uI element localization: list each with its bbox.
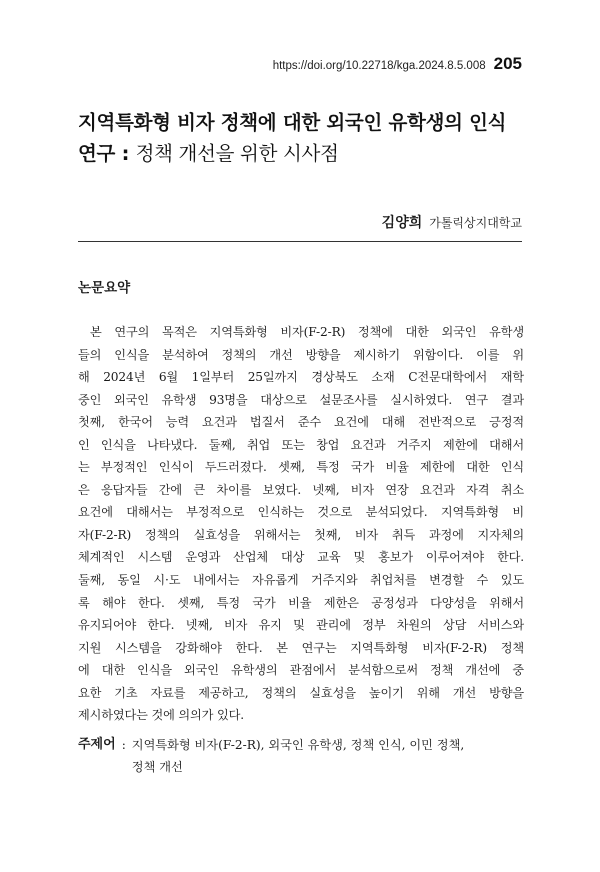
- abstract-line: 본 연구의 목적은 지역특화형 비자(F-2-R) 정책에 대한 외국인 유학생: [90, 325, 524, 339]
- keywords-line: 지역특화형 비자(F-2-R), 외국인 유학생, 정책 인식, 이민 정책,: [131, 738, 465, 752]
- abstract-line: 지원 시스템을 강화해야 한다. 본 연구는 지역특화형 비자(F-2-R) 정책: [78, 640, 524, 655]
- abstract-line: 에 대한 인식을 외국인 유학생의 관점에서 분석함으로써 정책 개선에 중: [78, 663, 524, 678]
- title-line-1: 지역특화형 비자 정책에 대한 외국인 유학생의 인식: [78, 111, 507, 134]
- author-affiliation: 가톨릭상지대학교: [429, 216, 522, 230]
- keywords-list: [132, 734, 524, 778]
- keywords-block: [78, 734, 524, 778]
- abstract-line: 둘째, 동일 시·도 내에서는 자유롭게 거주지와 취업처를 변경할 수 있도: [78, 573, 524, 588]
- abstract-line: 중인 외국인 유학생 93명을 대상으로 설문조사를 실시하였다. 연구 결과: [78, 392, 524, 407]
- keywords-separator: :: [121, 738, 126, 752]
- abstract-line: 은 응답자들 간에 큰 차이를 보였다. 넷째, 비자 연장 요건과 자격 취소: [78, 482, 524, 497]
- abstract-heading: 논문요약: [78, 280, 131, 296]
- abstract-line: 들의 인식을 분석하여 정책의 개선 방향을 제시하기 위함이다. 이를 위: [78, 347, 524, 362]
- running-header: [273, 54, 522, 74]
- abstract-line: 체계적인 시스템 운영과 산업체 대상 교육 및 홍보가 이루어져야 한다.: [78, 550, 524, 565]
- abstract-line: 유지되어야 한다. 넷째, 비자 유지 및 관리에 정부 차원의 상담 서비스와: [78, 618, 524, 633]
- abstract-line: 자(F-2-R) 정책의 실효성을 위해서는 첫째, 비자 취득 과정에 지자체의: [78, 527, 524, 542]
- keywords-line: 정책 개선: [131, 760, 183, 774]
- abstract-line: 는 부정적인 인식이 두드러졌다. 셋째, 특정 국가 비율 제한에 대한 인식: [78, 460, 524, 475]
- title-line-2-subtitle: 정책 개선을 위한 시사점: [135, 142, 339, 165]
- keywords-label: 주제어: [78, 737, 116, 752]
- abstract-line: 해 2024년 6월 1일부터 25일까지 경상북도 소재 C전문대학에서 재학: [78, 370, 524, 385]
- paper-title: [78, 107, 528, 169]
- abstract-body: [78, 321, 524, 727]
- abstract-line: 록 해야 한다. 셋째, 특정 국가 비율 제한은 공정성과 다양성을 위해서: [78, 595, 524, 610]
- abstract-line: 요한 기초 자료를 제공하고, 정책의 실효성을 높이기 위해 개선 방향을: [78, 685, 524, 700]
- abstract-line: 첫째, 한국어 능력 요건과 법질서 준수 요건에 대해 전반적으로 긍정적: [78, 415, 524, 430]
- author-block: [382, 212, 522, 232]
- title-divider: [78, 241, 522, 242]
- title-line-2-bold: 연구 :: [78, 142, 136, 165]
- page-number: 205: [493, 54, 522, 73]
- abstract-line: 제시하였다는 것에 의의가 있다.: [78, 708, 244, 723]
- doi-link[interactable]: https://doi.org/10.22718/kga.2024.8.5.008: [272, 60, 486, 72]
- abstract-line: 인 인식을 나타냈다. 둘째, 취업 또는 창업 요건과 거주지 제한에 대해서: [78, 437, 524, 452]
- abstract-line: 요건에 대해서는 부정적으로 인식하는 것으로 분석되었다. 지역특화형 비: [78, 505, 524, 520]
- author-name: 김양희: [381, 215, 423, 231]
